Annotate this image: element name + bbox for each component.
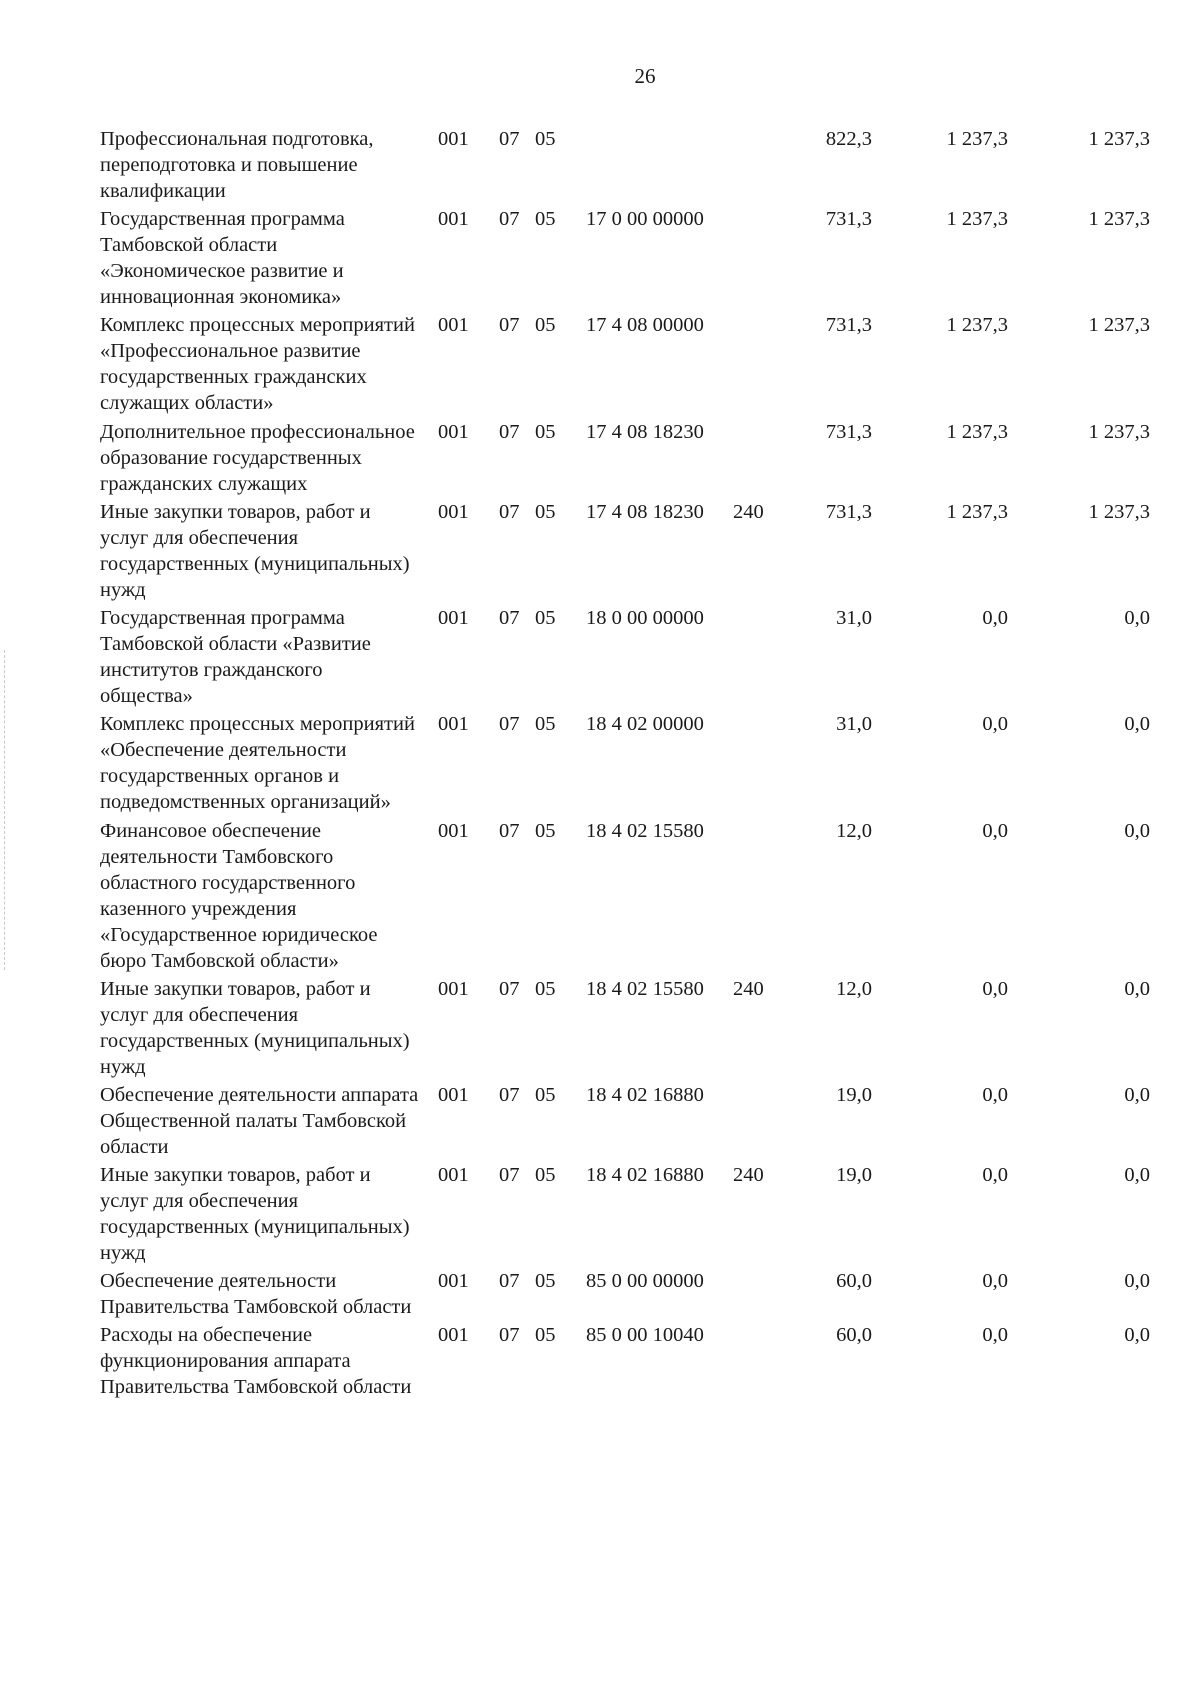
expense-type-code: 240 — [733, 978, 764, 1000]
table-row — [100, 312, 1180, 416]
section-code: 07 — [499, 128, 520, 150]
section-code: 07 — [499, 820, 520, 842]
section-code: 07 — [499, 501, 520, 523]
amount-year-2: 0,0 — [982, 1270, 1008, 1292]
amount-year-1: 12,0 — [836, 820, 872, 842]
page-number: 26 — [634, 64, 656, 88]
amount-year-3: 0,0 — [1124, 713, 1150, 735]
section-code: 07 — [499, 1164, 520, 1186]
ministry-code: 001 — [438, 978, 469, 1000]
table-row — [100, 976, 1180, 1080]
amount-year-1: 19,0 — [836, 1164, 872, 1186]
amount-year-1: 731,3 — [825, 421, 872, 443]
amount-year-2: 1 237,3 — [946, 501, 1008, 523]
subsection-code: 05 — [535, 1084, 556, 1106]
amount-year-3: 0,0 — [1124, 1324, 1150, 1346]
target-item-code: 18 4 02 15580 — [586, 820, 704, 842]
target-item-code: 18 4 02 15580 — [586, 978, 704, 1000]
section-code: 07 — [499, 978, 520, 1000]
ministry-code: 001 — [438, 1270, 469, 1292]
amount-year-1: 31,0 — [836, 607, 872, 629]
amount-year-2: 1 237,3 — [946, 208, 1008, 230]
target-item-code: 17 4 08 00000 — [586, 314, 704, 336]
table-row — [100, 126, 1180, 204]
row-name: Иные закупки товаров, работ и услуг для обеспечения государственных (муниципальных) нужд — [100, 501, 410, 601]
subsection-code: 05 — [535, 713, 556, 735]
subsection-code: 05 — [535, 1270, 556, 1292]
target-item-code: 85 0 00 10040 — [586, 1324, 704, 1346]
amount-year-2: 0,0 — [982, 713, 1008, 735]
amount-year-3: 0,0 — [1124, 1270, 1150, 1292]
target-item-code: 18 4 02 16880 — [586, 1084, 704, 1106]
row-name: Государственная программа Тамбовской области «Экономическое развитие и инновационная экономика» — [100, 208, 345, 308]
amount-year-3: 1 237,3 — [1088, 128, 1150, 150]
section-code: 07 — [499, 607, 520, 629]
ministry-code: 001 — [438, 1084, 469, 1106]
ministry-code: 001 — [438, 1324, 469, 1346]
subsection-code: 05 — [535, 314, 556, 336]
expense-type-code: 240 — [733, 1164, 764, 1186]
table-row — [100, 1322, 1180, 1400]
amount-year-2: 0,0 — [982, 978, 1008, 1000]
amount-year-1: 731,3 — [825, 208, 872, 230]
amount-year-2: 1 237,3 — [946, 314, 1008, 336]
target-item-code: 85 0 00 00000 — [586, 1270, 704, 1292]
subsection-code: 05 — [535, 421, 556, 443]
amount-year-3: 1 237,3 — [1088, 314, 1150, 336]
subsection-code: 05 — [535, 128, 556, 150]
target-item-code: 17 4 08 18230 — [586, 501, 704, 523]
amount-year-3: 1 237,3 — [1088, 501, 1150, 523]
table-row — [100, 206, 1180, 310]
amount-year-2: 0,0 — [982, 820, 1008, 842]
ministry-code: 001 — [438, 713, 469, 735]
amount-year-1: 31,0 — [836, 713, 872, 735]
target-item-code: 17 0 00 00000 — [586, 208, 704, 230]
target-item-code: 18 4 02 00000 — [586, 713, 704, 735]
row-name: Финансовое обеспечение деятельности Тамбовского областного государственного казенного учреждения «Государственное юридическое бюро Тамбовской области» — [100, 820, 378, 972]
subsection-code: 05 — [535, 1324, 556, 1346]
table-row — [100, 1162, 1180, 1266]
row-name: Государственная программа Тамбовской области «Развитие институтов гражданского общества» — [100, 607, 371, 707]
row-name: Расходы на обеспечение функционирования аппарата Правительства Тамбовской области — [100, 1324, 412, 1398]
ministry-code: 001 — [438, 128, 469, 150]
table-row — [100, 499, 1180, 603]
row-name: Комплекс процессных мероприятий «Обеспечение деятельности государственных органов и подведомственных организаций» — [100, 713, 415, 813]
table-row — [100, 818, 1180, 974]
table-row — [100, 419, 1180, 497]
row-name: Комплекс процессных мероприятий «Профессиональное развитие государственных гражданских служащих области» — [100, 314, 415, 414]
subsection-code: 05 — [535, 1164, 556, 1186]
section-code: 07 — [499, 713, 520, 735]
subsection-code: 05 — [535, 607, 556, 629]
ministry-code: 001 — [438, 1164, 469, 1186]
ministry-code: 001 — [438, 314, 469, 336]
row-name: Иные закупки товаров, работ и услуг для обеспечения государственных (муниципальных) нужд — [100, 1164, 410, 1264]
target-item-code: 18 4 02 16880 — [586, 1164, 704, 1186]
amount-year-1: 60,0 — [836, 1324, 872, 1346]
table-row — [100, 1082, 1180, 1160]
margin-scan-mark — [4, 650, 7, 970]
ministry-code: 001 — [438, 501, 469, 523]
row-name: Обеспечение деятельности аппарата Общественной палаты Тамбовской области — [100, 1084, 419, 1158]
target-item-code: 18 0 00 00000 — [586, 607, 704, 629]
amount-year-3: 1 237,3 — [1088, 421, 1150, 443]
section-code: 07 — [499, 1084, 520, 1106]
amount-year-1: 822,3 — [825, 128, 872, 150]
amount-year-1: 731,3 — [825, 501, 872, 523]
table-row — [100, 1268, 1180, 1320]
ministry-code: 001 — [438, 208, 469, 230]
ministry-code: 001 — [438, 607, 469, 629]
amount-year-3: 1 237,3 — [1088, 208, 1150, 230]
amount-year-3: 0,0 — [1124, 820, 1150, 842]
section-code: 07 — [499, 1270, 520, 1292]
row-name: Иные закупки товаров, работ и услуг для обеспечения государственных (муниципальных) нужд — [100, 978, 410, 1078]
amount-year-2: 0,0 — [982, 1324, 1008, 1346]
target-item-code: 17 4 08 18230 — [586, 421, 704, 443]
table-row — [100, 711, 1180, 815]
table-row — [100, 605, 1180, 709]
amount-year-2: 0,0 — [982, 1084, 1008, 1106]
section-code: 07 — [499, 208, 520, 230]
subsection-code: 05 — [535, 978, 556, 1000]
amount-year-2: 0,0 — [982, 1164, 1008, 1186]
section-code: 07 — [499, 314, 520, 336]
section-code: 07 — [499, 421, 520, 443]
amount-year-1: 19,0 — [836, 1084, 872, 1106]
amount-year-3: 0,0 — [1124, 978, 1150, 1000]
subsection-code: 05 — [535, 820, 556, 842]
amount-year-2: 1 237,3 — [946, 128, 1008, 150]
budget-table — [100, 126, 1180, 1400]
ministry-code: 001 — [438, 421, 469, 443]
amount-year-1: 12,0 — [836, 978, 872, 1000]
amount-year-3: 0,0 — [1124, 1084, 1150, 1106]
amount-year-2: 0,0 — [982, 607, 1008, 629]
subsection-code: 05 — [535, 501, 556, 523]
amount-year-3: 0,0 — [1124, 1164, 1150, 1186]
section-code: 07 — [499, 1324, 520, 1346]
amount-year-2: 1 237,3 — [946, 421, 1008, 443]
row-name: Профессиональная подготовка, переподготовка и повышение квалификации — [100, 128, 374, 202]
ministry-code: 001 — [438, 820, 469, 842]
expense-type-code: 240 — [733, 501, 764, 523]
amount-year-1: 731,3 — [825, 314, 872, 336]
row-name: Дополнительное профессиональное образование государственных гражданских служащих — [100, 421, 415, 495]
amount-year-3: 0,0 — [1124, 607, 1150, 629]
amount-year-1: 60,0 — [836, 1270, 872, 1292]
subsection-code: 05 — [535, 208, 556, 230]
row-name: Обеспечение деятельности Правительства Тамбовской области — [100, 1270, 412, 1318]
